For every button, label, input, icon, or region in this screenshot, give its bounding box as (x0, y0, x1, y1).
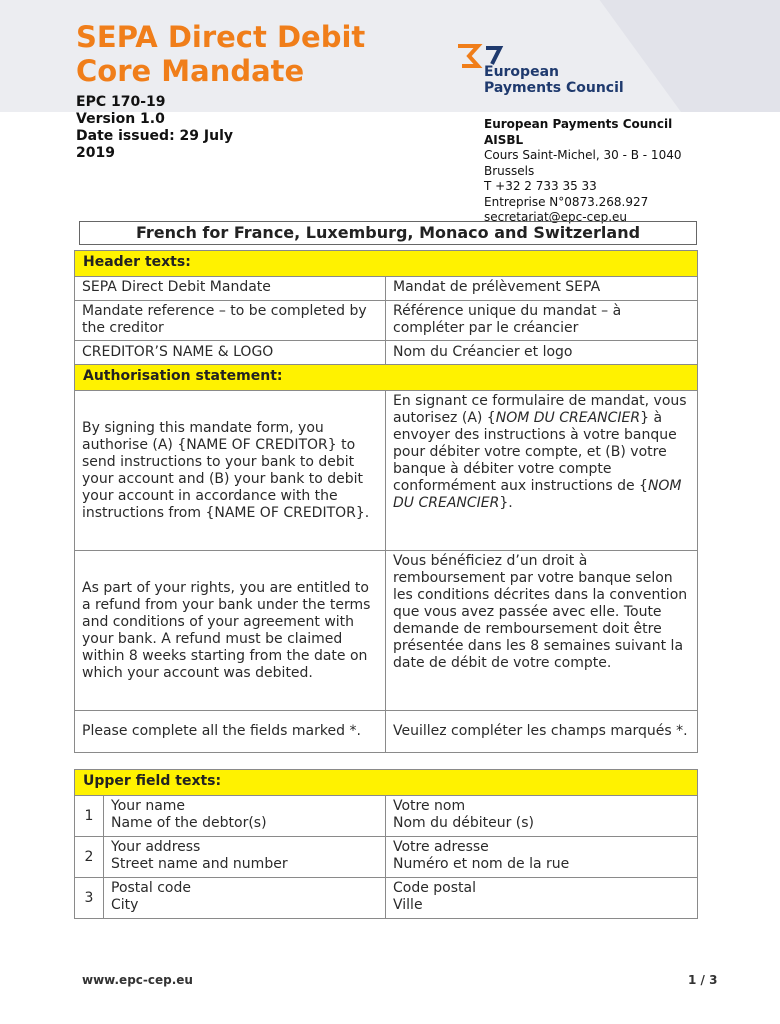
logo-text (484, 64, 624, 96)
doc-version: Version 1.0 (76, 111, 165, 127)
field-en-3 (104, 878, 386, 919)
header-texts-label: Header texts: (75, 251, 698, 277)
authorisation-fr-2: Vous bénéficiez d’un droit à remboursement par votre banque selon les conditions décrites dans la convention que vous avez passée avec elle. Toute demande de remboursement doit être présentée dans les 8 semaines suivant la date de débit de votre compte. (386, 551, 698, 711)
fr1-part-a: En signant ce formulaire de mandat, vous autorisez (A) { (393, 393, 687, 426)
field-fr-1-line-1: Votre nom (393, 798, 466, 814)
field-number: 3 (75, 878, 104, 919)
document-title (76, 20, 365, 88)
language-heading: French for France, Luxemburg, Monaco and Switzerland (79, 221, 697, 245)
logo-line-2: Payments Council (484, 80, 624, 96)
header-en-1: SEPA Direct Debit Mandate (75, 277, 386, 301)
field-en-2-line-2: Street name and number (111, 856, 288, 872)
authorisation-en-3: Please complete all the fields marked *. (75, 711, 386, 753)
page-number: 1 / 3 (688, 973, 718, 987)
authorisation-fr-1 (386, 391, 698, 551)
field-number: 1 (75, 796, 104, 837)
field-en-1-line-2: Name of the debtor(s) (111, 815, 267, 831)
upper-fields-label: Upper field texts: (75, 770, 698, 796)
field-en-1-line-1: Your name (111, 798, 186, 814)
document-meta (76, 94, 233, 162)
header-authorisation-table (74, 250, 698, 753)
title-line-2: Core Mandate (76, 54, 305, 88)
epc-logo (456, 44, 646, 100)
header-en-2: Mandate reference – to be completed by the creditor (75, 301, 386, 341)
field-fr-3 (386, 878, 698, 919)
authorisation-en-1: By signing this mandate form, you authorise (A) {NAME OF CREDITOR} to send instructions to your bank to debit your account and (B) your bank to debit your account in accordance with the instructions from {NAME OF CREDITOR}. (75, 391, 386, 551)
footer-website[interactable]: www.epc-cep.eu (82, 973, 193, 987)
field-fr-2-line-1: Votre adresse (393, 839, 489, 855)
address-phone: T +32 2 733 35 33 (484, 179, 597, 193)
address-email: secretariat@epc-cep.eu (484, 210, 627, 224)
address-org-type: AISBL (484, 132, 524, 147)
authorisation-label: Authorisation statement: (75, 365, 698, 391)
doc-date: Date issued: 29 July (76, 128, 234, 144)
field-fr-2-line-2: Numéro et nom de la rue (393, 856, 570, 872)
fr1-part-e: }. (499, 495, 513, 511)
field-en-2-line-1: Your address (111, 839, 201, 855)
authorisation-fr-3: Veuillez compléter les champs marqués *. (386, 711, 698, 753)
field-fr-1 (386, 796, 698, 837)
field-en-3-line-2: City (111, 897, 139, 913)
field-en-2 (104, 837, 386, 878)
field-fr-2 (386, 837, 698, 878)
authorisation-en-2: As part of your rights, you are entitled to a refund from your bank under the terms and conditions of your agreement with your bank. A refund must be claimed within 8 weeks starting from the date on which your account was debited. (75, 551, 386, 711)
address-enterprise: Entreprise N°0873.268.927 (484, 194, 649, 209)
field-en-3-line-1: Postal code (111, 880, 191, 896)
fr1-creditor-name-2: NOM DU CREANCIER (393, 478, 682, 511)
header-fr-3: Nom du Créancier et logo (386, 341, 698, 365)
doc-number: EPC 170-19 (76, 94, 166, 110)
doc-date-year: 2019 (76, 145, 115, 161)
logo-line-1: European (484, 64, 559, 80)
field-en-1 (104, 796, 386, 837)
field-fr-3-line-1: Code postal (393, 880, 476, 896)
address-city: Brussels (484, 163, 535, 178)
address-org: European Payments Council (484, 117, 673, 131)
fr1-creditor-name: NOM DU CREANCIER (495, 410, 641, 426)
header-fr-1: Mandat de prélèvement SEPA (386, 277, 698, 301)
header-fr-2: Référence unique du mandat – à compléter par le créancier (386, 301, 698, 341)
field-fr-3-line-2: Ville (393, 897, 423, 913)
header-en-3: CREDITOR’S NAME & LOGO (75, 341, 386, 365)
epc-address (484, 117, 734, 224)
field-number: 2 (75, 837, 104, 878)
title-line-1: SEPA Direct Debit (76, 20, 366, 54)
fr1-part-c: } à envoyer des instructions à votre banque pour débiter votre compte, et (B) votre banque à débiter votre compte conformément aux instructions de { (393, 410, 677, 494)
address-street: Cours Saint-Michel, 30 - B - 1040 (484, 148, 682, 162)
upper-fields-table (74, 769, 698, 919)
field-fr-1-line-2: Nom du débiteur (s) (393, 815, 535, 831)
